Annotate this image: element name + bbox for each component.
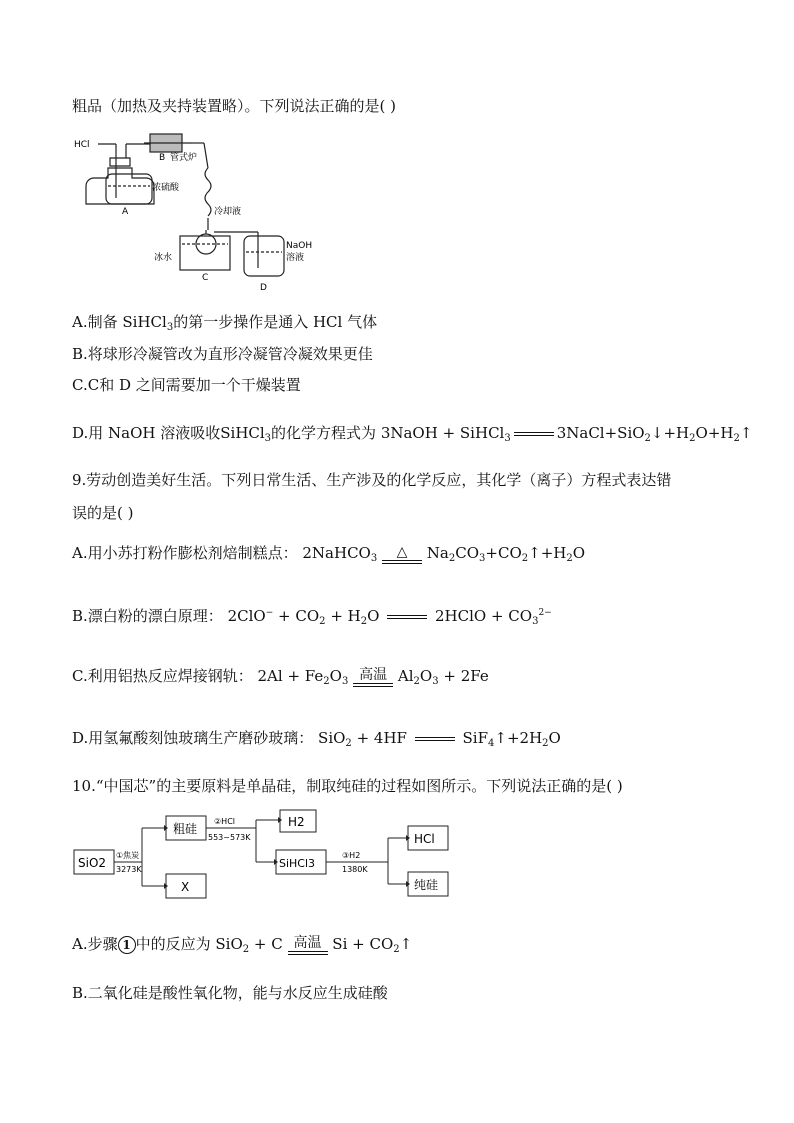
q9-option-b: B.漂白粉的漂白原理： $2ClO^- + CO_2 + H_2O$ 2HClO + $CO_3^{2-}$ (72, 607, 552, 627)
q8-intro: 粗品（加热及夹持装置略）。下列说法正确的是( ) (72, 97, 396, 115)
q9-stem-line2: 误的是( ) (72, 504, 134, 522)
q10-option-b: B.二氧化硅是酸性氧化物，能与水反应生成硅酸 (72, 984, 388, 1002)
naoh-label: NaOH (286, 241, 312, 251)
flow-temp3: 1380K (342, 865, 368, 874)
solution-label: 溶液 (286, 253, 305, 263)
a-label: A (122, 207, 129, 217)
hcl-label: HCl (74, 140, 90, 150)
tube-furnace-label: 管式炉 (170, 153, 198, 163)
flow-step3: ③H2 (342, 851, 361, 860)
flow-x: X (181, 880, 190, 894)
flow-step2: ②HCl (214, 817, 235, 826)
flow-sio2: SiO2 (78, 856, 107, 870)
flow-pure-si: 纯硅 (414, 878, 439, 892)
apparatus-diagram (72, 128, 312, 303)
ice-water-label: 冰水 (154, 253, 173, 263)
q10-stem: 10.“中国芯”的主要原料是单晶硅，制取纯硅的过程如图所示。下列说法正确的是( ) (72, 777, 623, 795)
d-label: D (260, 283, 267, 293)
flow-hcl: HCl (414, 832, 435, 846)
flow-crude-si: 粗硅 (173, 822, 198, 836)
q9-stem-line1: 9.劳动创造美好生活。下列日常生活、生产涉及的化学反应，其化学（离子）方程式表达错 (72, 471, 672, 489)
flow-step1: ①焦炭 (116, 851, 140, 860)
q9-option-d: D.用氢氟酸刻蚀玻璃生产磨砂玻璃： SiO$_2$ + 4HF $SiF_4↑+2H_2O$ (72, 729, 561, 749)
flow-diagram (72, 808, 462, 908)
q10-option-a: A.步骤 1 中的反应为 SiO$_2$ + C 高温 $Si + CO_2↑$ (72, 934, 413, 955)
b-label: B (159, 153, 166, 163)
q9-option-a: A.用小苏打粉作膨松剂焙制糕点： 2NaHCO$_3$ △ $Na_2CO_3+CO_2↑+H_2O$ (72, 543, 586, 564)
flow-temp2: 553~573K (208, 833, 251, 842)
q8-option-a: A.制备 SiHCl$_3$的第一步操作是通入 HCl 气体 (72, 313, 378, 333)
q8-option-d: D.用 NaOH 溶液吸收SiHCl$_3$的化学方程式为 3NaOH + SiHCl$_3$ $3NaCl+SiO_2↓+H_2O+H_2↑$ (72, 424, 753, 444)
q9-option-c: C.利用铝热反应焊接钢轨： $2Al + Fe_2O_3$ 高温 $Al_2O_3 + 2Fe$ (72, 666, 489, 687)
c-label: C (202, 273, 209, 283)
conc-acid-label: 浓硫酸 (152, 183, 180, 193)
q8-option-b: B.将球形冷凝管改为直形冷凝管冷凝效果更佳 (72, 345, 373, 363)
flow-sihcl3: SiHCl3 (279, 857, 316, 870)
flow-h2: H2 (288, 815, 305, 829)
flow-temp1: 3273K (116, 865, 142, 874)
q8-option-c: C.C和 D 之间需要加一个干燥装置 (72, 376, 301, 394)
step-1-circle: 1 (118, 936, 136, 954)
coolant-label: 冷却液 (214, 207, 242, 217)
